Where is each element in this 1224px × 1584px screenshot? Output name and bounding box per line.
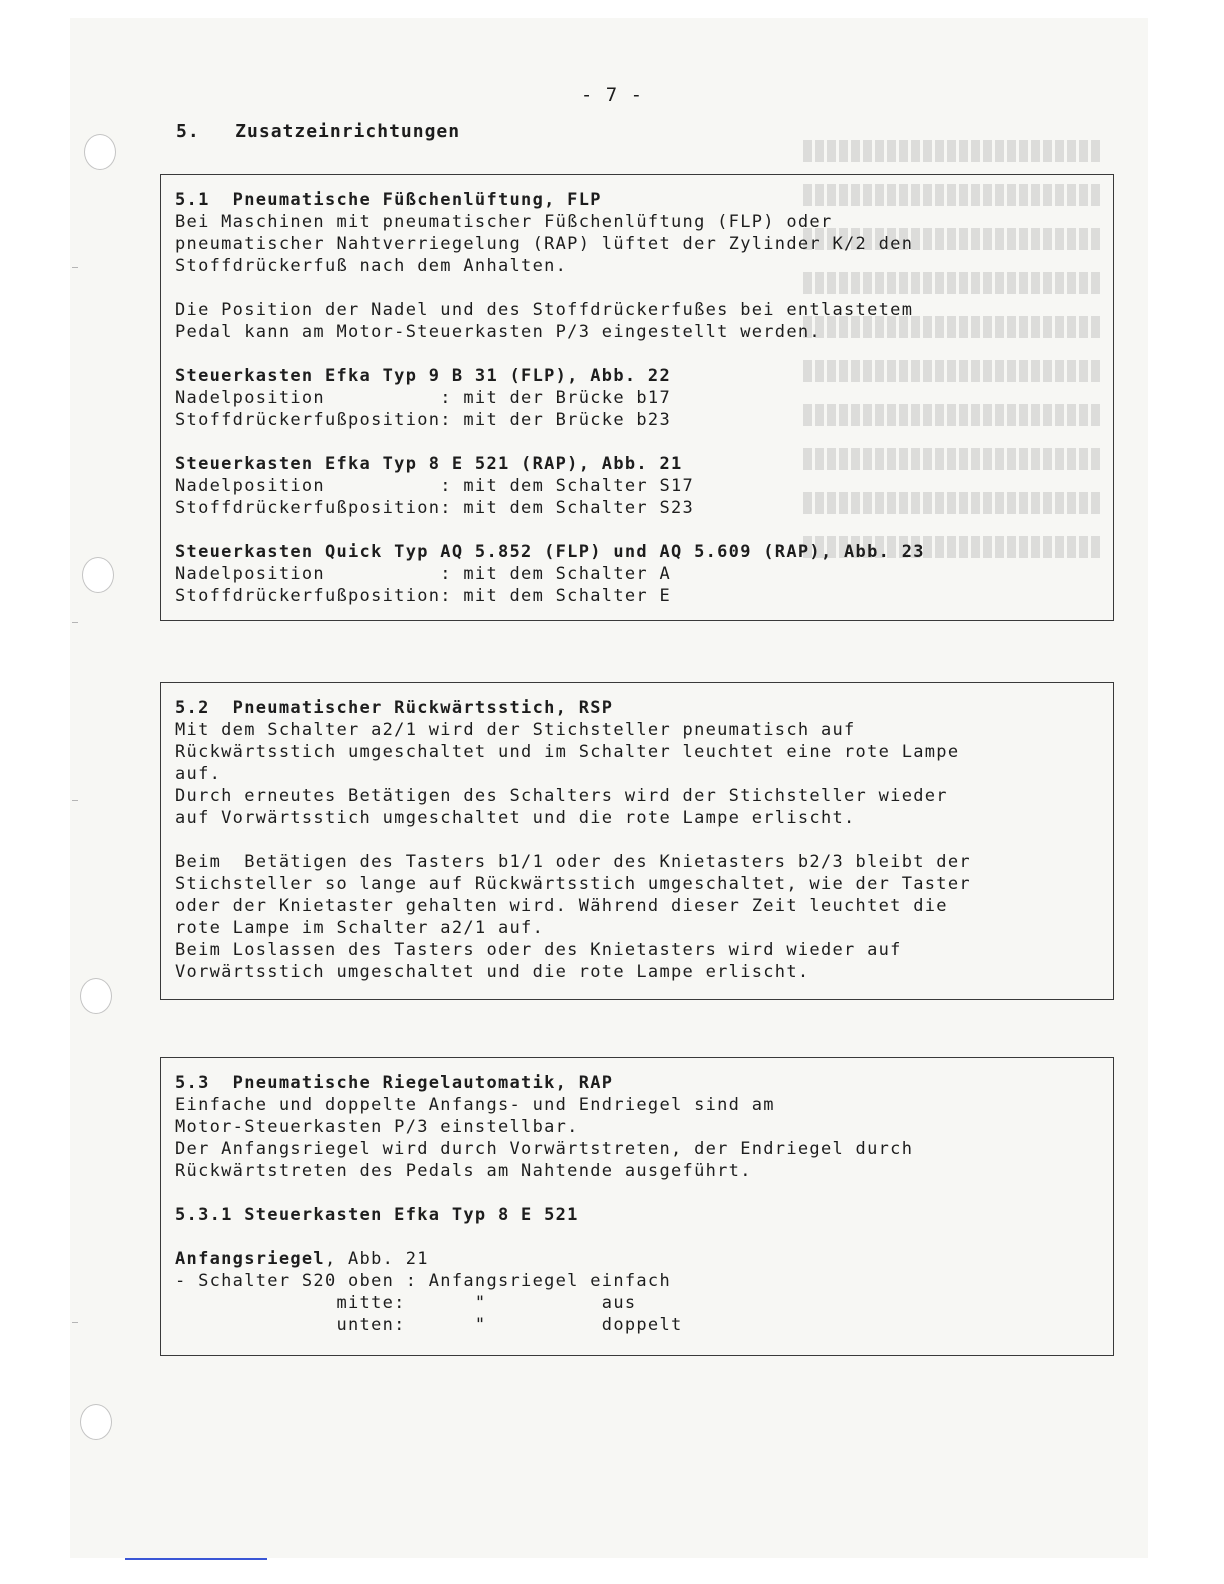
- text-line: Durch erneutes Betätigen des Schalters wird der Stichsteller wieder: [175, 786, 948, 806]
- text-line: Einfache und doppelte Anfangs- und Endriegel sind am: [175, 1095, 775, 1115]
- setting-line: unten: " doppelt: [175, 1315, 683, 1335]
- section-heading: 5.2 Pneumatischer Rückwärtsstich, RSP: [175, 698, 614, 718]
- text-line: Bei Maschinen mit pneumatischer Füßchenlüftung (FLP) oder: [175, 212, 833, 232]
- subsection-heading: Steuerkasten Quick Typ AQ 5.852 (FLP) und AQ 5.609 (RAP), Abb. 23: [175, 542, 925, 562]
- punch-hole: [80, 978, 112, 1014]
- text-line: Beim Betätigen des Tasters b1/1 oder des Knietasters b2/3 bleibt der: [175, 852, 971, 872]
- edge-mark: [72, 267, 78, 268]
- text-line: Der Anfangsriegel wird durch Vorwärtstreten, der Endriegel durch: [175, 1139, 914, 1159]
- text-line: Die Position der Nadel und des Stoffdrückerfußes bei entlastetem: [175, 300, 914, 320]
- anfangsriegel-figure-ref: , Abb. 21: [324, 1249, 429, 1269]
- setting-line: mitte: " aus: [175, 1293, 637, 1313]
- text-line: auf.: [175, 764, 222, 784]
- text-line: Rückwärtsstich umgeschaltet und im Schalter leuchtet eine rote Lampe: [175, 742, 960, 762]
- setting-line: Stoffdrückerfußposition: mit der Brücke b23: [175, 410, 671, 430]
- edge-mark: [72, 622, 78, 623]
- section-heading: 5.1 Pneumatische Füßchenlüftung, FLP: [175, 190, 602, 210]
- page-number: - 7 -: [580, 84, 644, 106]
- subsection-heading: Steuerkasten Efka Typ 9 B 31 (FLP), Abb. 22: [175, 366, 671, 386]
- text-line: Rückwärtstreten des Pedals am Nahtende ausgeführt.: [175, 1161, 752, 1181]
- setting-line: Nadelposition : mit dem Schalter A: [175, 564, 671, 584]
- punch-hole: [84, 134, 116, 170]
- edge-mark: [72, 1322, 78, 1323]
- subsection-heading: Steuerkasten Efka Typ 8 E 521 (RAP), Abb. 21: [175, 454, 683, 474]
- punch-hole: [80, 1404, 112, 1440]
- setting-line: Nadelposition : mit dem Schalter S17: [175, 476, 695, 496]
- text-line: Stichsteller so lange auf Rückwärtsstich umgeschaltet, wie der Taster: [175, 874, 971, 894]
- setting-line: Nadelposition : mit der Brücke b17: [175, 388, 671, 408]
- text-line: Vorwärtsstich umgeschaltet und die rote Lampe erlischt.: [175, 962, 810, 982]
- setting-line: - Schalter S20 oben : Anfangsriegel einfach: [175, 1271, 671, 1291]
- subsection-heading: 5.3.1 Steuerkasten Efka Typ 8 E 521: [175, 1205, 579, 1225]
- text-line: Motor-Steuerkasten P/3 einstellbar.: [175, 1117, 579, 1137]
- text-line: auf Vorwärtsstich umgeschaltet und die rote Lampe erlischt.: [175, 808, 856, 828]
- text-line: pneumatischer Nahtverriegelung (RAP) lüftet der Zylinder K/2 den: [175, 234, 914, 254]
- footer-link-underline: [125, 1558, 267, 1560]
- page-title: 5. Zusatzeinrichtungen: [176, 121, 461, 142]
- text-line: oder der Knietaster gehalten wird. Während dieser Zeit leuchtet die: [175, 896, 948, 916]
- text-line: Mit dem Schalter a2/1 wird der Stichsteller pneumatisch auf: [175, 720, 856, 740]
- text-line: Stoffdrückerfuß nach dem Anhalten.: [175, 256, 568, 276]
- section-5-3-box: [160, 1057, 1114, 1356]
- text-line: Pedal kann am Motor-Steuerkasten P/3 eingestellt werden.: [175, 322, 821, 342]
- text-line: Beim Loslassen des Tasters oder des Knietasters wird wieder auf: [175, 940, 902, 960]
- section-heading: 5.3 Pneumatische Riegelautomatik, RAP: [175, 1073, 614, 1093]
- setting-line: Stoffdrückerfußposition: mit dem Schalter S23: [175, 498, 695, 518]
- anfangsriegel-label: Anfangsriegel: [175, 1249, 325, 1269]
- edge-mark: [72, 800, 78, 801]
- punch-hole: [82, 557, 114, 593]
- anfangsriegel-heading: [175, 1248, 913, 1270]
- section-5-2-box: [160, 682, 1114, 1000]
- section-5-1-box: [160, 174, 1114, 621]
- setting-line: Stoffdrückerfußposition: mit dem Schalter E: [175, 586, 671, 606]
- text-line: rote Lampe im Schalter a2/1 auf.: [175, 918, 545, 938]
